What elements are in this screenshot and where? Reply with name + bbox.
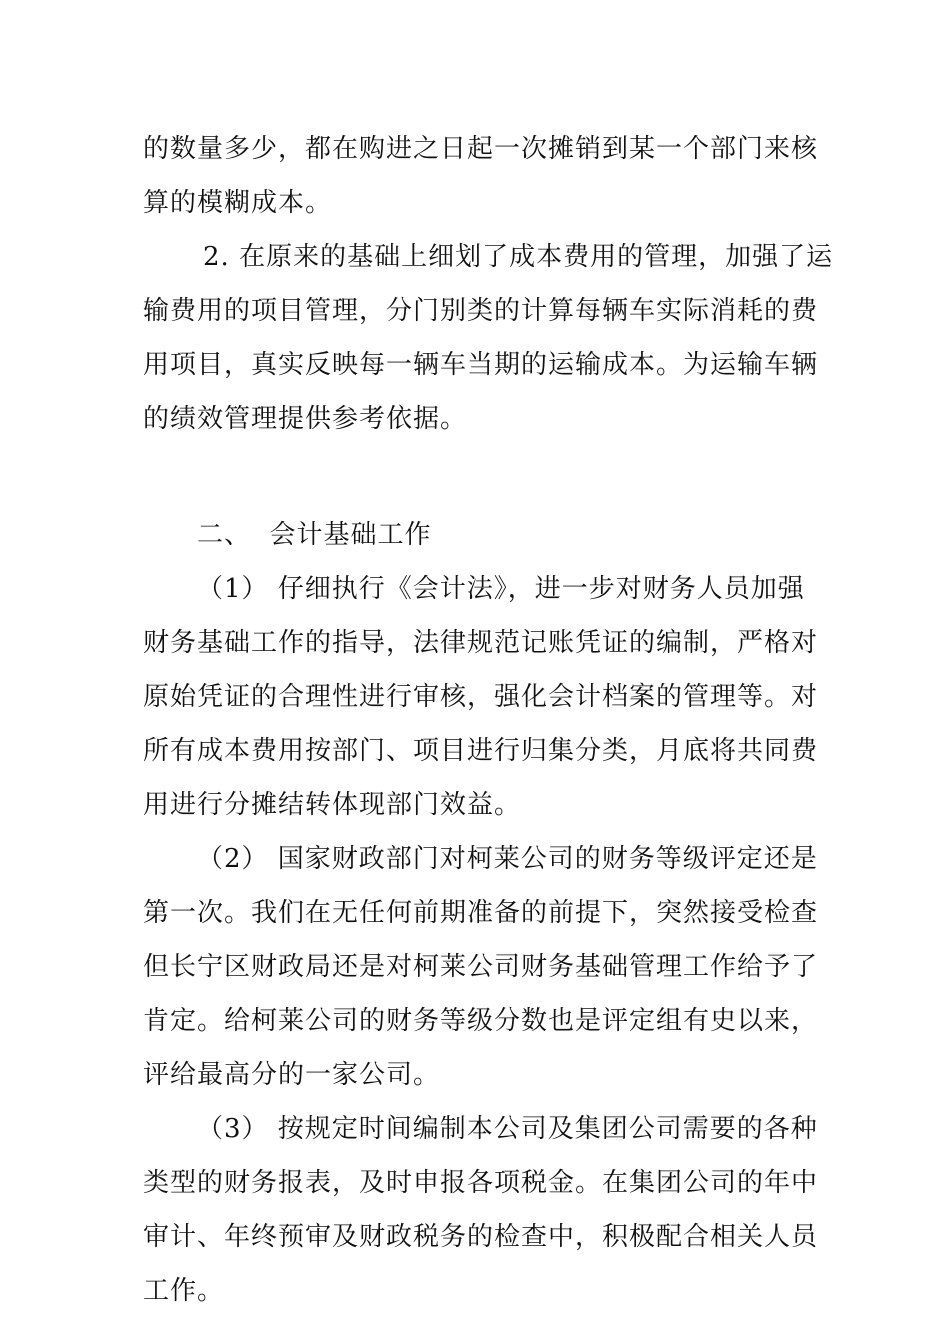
- text-line: （1） 仔细执行《会计法》，进一步对财务人员加强: [197, 574, 805, 604]
- document-body: [143, 122, 834, 1318]
- text-line: 原始凭证的合理性进行审核，强化会计档案的管理等。对: [143, 682, 819, 712]
- text-line: 但长宁区财政局还是对柯莱公司财务基础管理工作给予了: [143, 952, 819, 982]
- text-line: 肯定。给柯莱公司的财务等级分数也是评定组有史以来，: [143, 1006, 819, 1036]
- list-item-3: [143, 1102, 819, 1318]
- text-line: （2） 国家财政部门对柯莱公司的财务等级评定还是: [197, 844, 818, 874]
- text-line: 第一次。我们在无任何前期准备的前提下，突然接受检查: [143, 898, 819, 928]
- text-line: 用进行分摊结转体现部门效益。: [143, 790, 522, 820]
- text-line: （3） 按规定时间编制本公司及集团公司需要的各种: [197, 1114, 818, 1144]
- text-line: 2. 在原来的基础上细划了成本费用的管理，加强了运: [203, 242, 834, 272]
- paragraph-continuation: [143, 122, 819, 230]
- text-line: 审计、年终预审及财政税务的检查中，积极配合相关人员: [143, 1222, 819, 1252]
- paragraph-point-2: [143, 230, 834, 446]
- text-line: 算的模糊成本。: [143, 188, 333, 218]
- text-line: 所有成本费用按部门、项目进行归集分类，月底将共同费: [143, 736, 819, 766]
- text-line: 评给最高分的一家公司。: [143, 1060, 441, 1090]
- text-line: 财务基础工作的指导，法律规范记账凭证的编制，严格对: [143, 628, 819, 658]
- text-line: 的数量多少，都在购进之日起一次摊销到某一个部门来核: [143, 134, 819, 164]
- section-heading: 二、 会计基础工作: [197, 520, 432, 550]
- text-line: 工作。: [143, 1276, 225, 1306]
- text-line: 类型的财务报表，及时申报各项税金。在集团公司的年中: [143, 1168, 819, 1198]
- list-item-2: [143, 832, 819, 1102]
- list-item-1: [143, 562, 819, 832]
- text-line: 的绩效管理提供参考依据。: [143, 404, 468, 434]
- text-line: 输费用的项目管理，分门别类的计算每辆车实际消耗的费: [143, 296, 819, 326]
- text-line: 用项目，真实反映每一辆车当期的运输成本。为运输车辆: [143, 350, 819, 380]
